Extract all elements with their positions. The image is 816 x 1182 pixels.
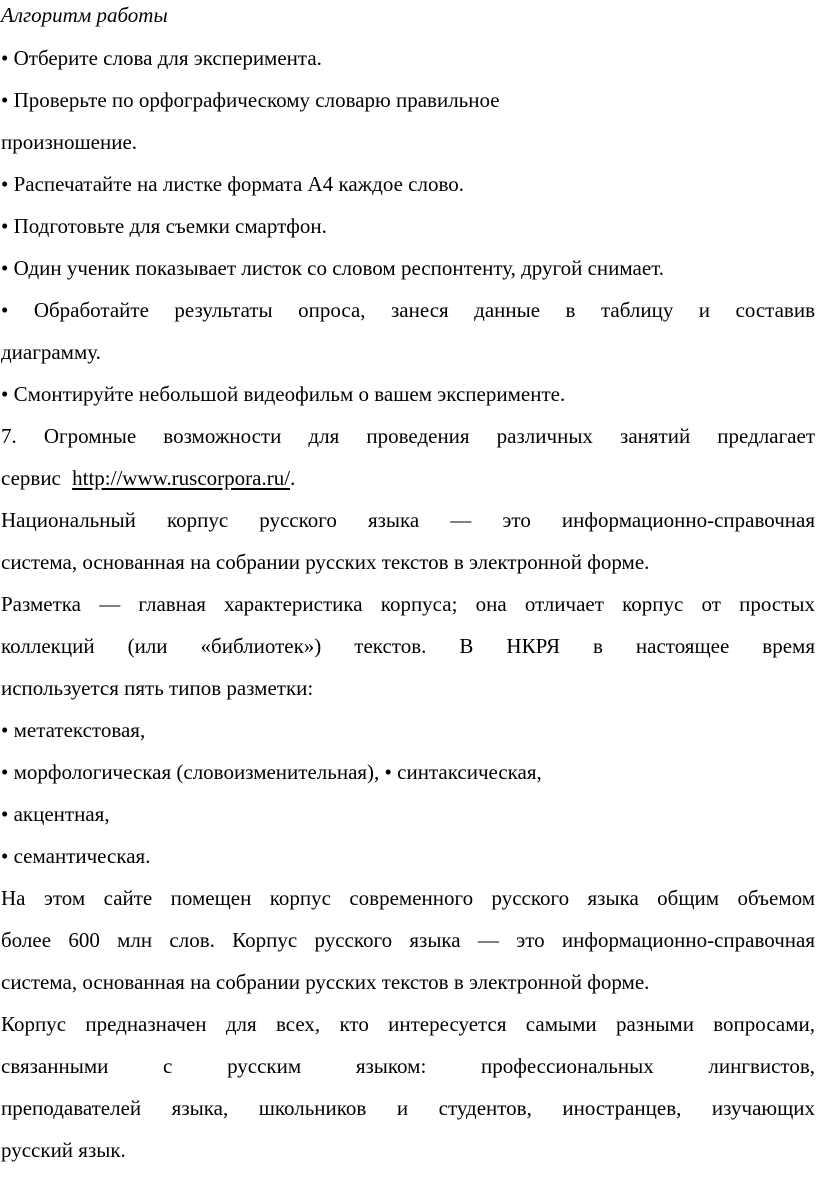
service-prefix: сервис xyxy=(1,466,61,490)
corpus-size-line: На этом сайте помещен корпус современного русского языка общим объемом xyxy=(1,886,815,910)
step-item-continuation: произношение. xyxy=(1,130,138,154)
corpus-definition-line: Национальный корпус русского языка — это информационно-справочная xyxy=(1,508,815,532)
markup-paragraph-line: Разметка — главная характеристика корпуса; она отличает корпус от простых xyxy=(1,592,815,616)
markup-paragraph-line: коллекций (или «библиотек») текстов. В НКРЯ в настоящее время xyxy=(1,634,815,658)
step-item: • Обработайте результаты опроса, занеся данные в таблицу и составив xyxy=(1,298,815,322)
corpus-definition-line: система, основанная на собрании русских текстов в электронной форме. xyxy=(1,550,650,574)
ruscorpora-link[interactable]: http://www.ruscorpora.ru/ xyxy=(72,466,291,490)
step-item: • Проверьте по орфографическому словарю правильное xyxy=(1,88,500,112)
audience-line: Корпус предназначен для всех, кто интересуется самыми разными вопросами, xyxy=(1,1012,815,1036)
markup-type-item: • семантическая. xyxy=(1,844,151,868)
step-item: • Один ученик показывает листок со словом респонтенту, другой снимает. xyxy=(1,256,665,280)
markup-type-item: • акцентная, xyxy=(1,802,110,826)
service-suffix: . xyxy=(290,466,296,490)
markup-type-item: • морфологическая (словоизменительная), • синтаксическая, xyxy=(1,760,542,784)
markup-type-item: • метатекстовая, xyxy=(1,718,146,742)
step-item: • Подготовьте для съемки смартфон. xyxy=(1,214,327,238)
audience-line: русский язык. xyxy=(1,1138,126,1162)
step-item: • Распечатайте на листке формата А4 каждое слово. xyxy=(1,172,464,196)
corpus-size-line: более 600 млн слов. Корпус русского языка — это информационно-справочная xyxy=(1,928,815,952)
item7-line: 7. Огромные возможности для проведения различных занятий предлагает xyxy=(1,424,815,448)
item7-service-line xyxy=(1,463,815,493)
step-item: • Отберите слова для эксперимента. xyxy=(1,46,322,70)
heading-algorithm: Алгоритм работы xyxy=(1,3,168,27)
markup-paragraph-line: используется пять типов разметки: xyxy=(1,676,314,700)
step-item-continuation: диаграмму. xyxy=(1,340,101,364)
audience-line: преподавателей языка, школьников и студентов, иностранцев, изучающих xyxy=(1,1096,815,1120)
corpus-size-line: система, основанная на собрании русских текстов в электронной форме. xyxy=(1,970,650,994)
step-item: • Смонтируйте небольшой видеофильм о вашем эксперименте. xyxy=(1,382,566,406)
audience-line: связанными с русским языком: профессиональных лингвистов, xyxy=(1,1054,815,1078)
